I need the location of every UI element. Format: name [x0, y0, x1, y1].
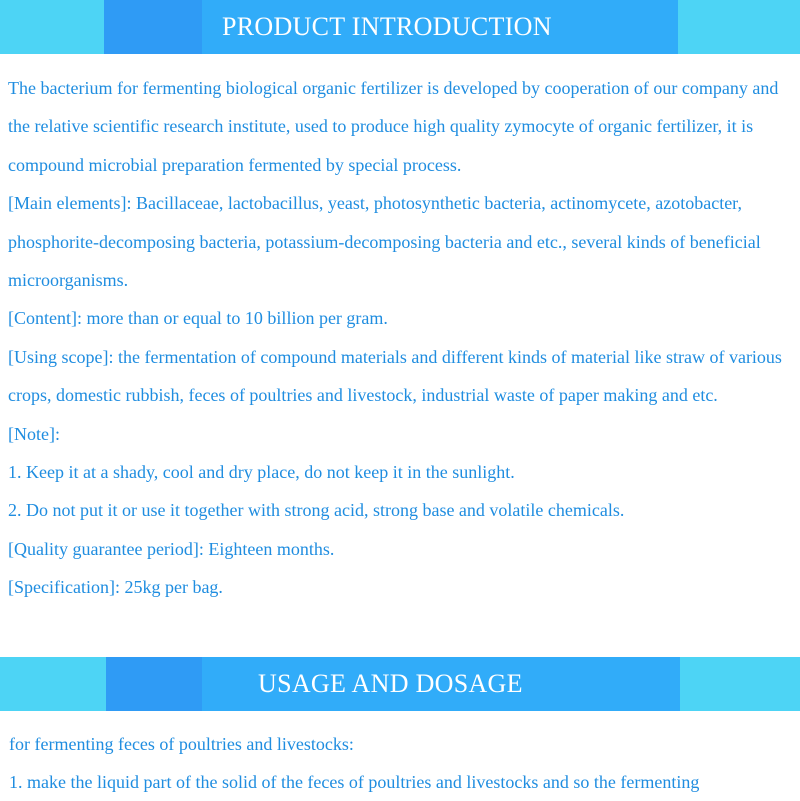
- quality-guarantee-paragraph: [Quality guarantee period]: Eighteen months.: [8, 538, 335, 559]
- usage-line: 1. make the liquid part of the solid of the feces of poultries and livestocks and so the fermenting: [9, 772, 700, 792]
- usage-dosage-banner: [0, 657, 800, 711]
- section-title: USAGE AND DOSAGE: [258, 669, 523, 698]
- product-introduction-body: [8, 69, 798, 607]
- product-introduction-banner: [0, 0, 800, 54]
- content-paragraph: [Content]: more than or equal to 10 billion per gram.: [8, 308, 388, 329]
- intro-paragraph: The bacterium for fermenting biological organic fertilizer is developed by cooperation of our company and the relative scientific research institute, used to produce high quality zymocyte of organic fertilizer, it is compound microbial preparation fermented by special process.: [8, 78, 779, 175]
- usage-dosage-body: [9, 725, 799, 801]
- note-heading: [Note]:: [8, 423, 60, 444]
- section-title: PRODUCT INTRODUCTION: [222, 12, 552, 41]
- main-elements-paragraph: [Main elements]: Bacillaceae, lactobacillus, yeast, photosynthetic bacteria, actinomycete, azotobacter, phosphorite-decomposing bacteria, potassium-decomposing bacteria and etc., several kinds of beneficial microorganisms.: [8, 193, 761, 291]
- usage-line: for fermenting feces of poultries and livestocks:: [9, 734, 354, 754]
- specification-paragraph: [Specification]: 25kg per bag.: [8, 577, 223, 598]
- note-item: 2. Do not put it or use it together with strong acid, strong base and volatile chemicals.: [8, 500, 625, 521]
- using-scope-paragraph: [Using scope]: the fermentation of compound materials and different kinds of material like straw of various crops, domestic rubbish, feces of poultries and livestock, industrial waste of paper making and etc.: [8, 346, 782, 406]
- note-item: 1. Keep it at a shady, cool and dry place, do not keep it in the sunlight.: [8, 462, 515, 483]
